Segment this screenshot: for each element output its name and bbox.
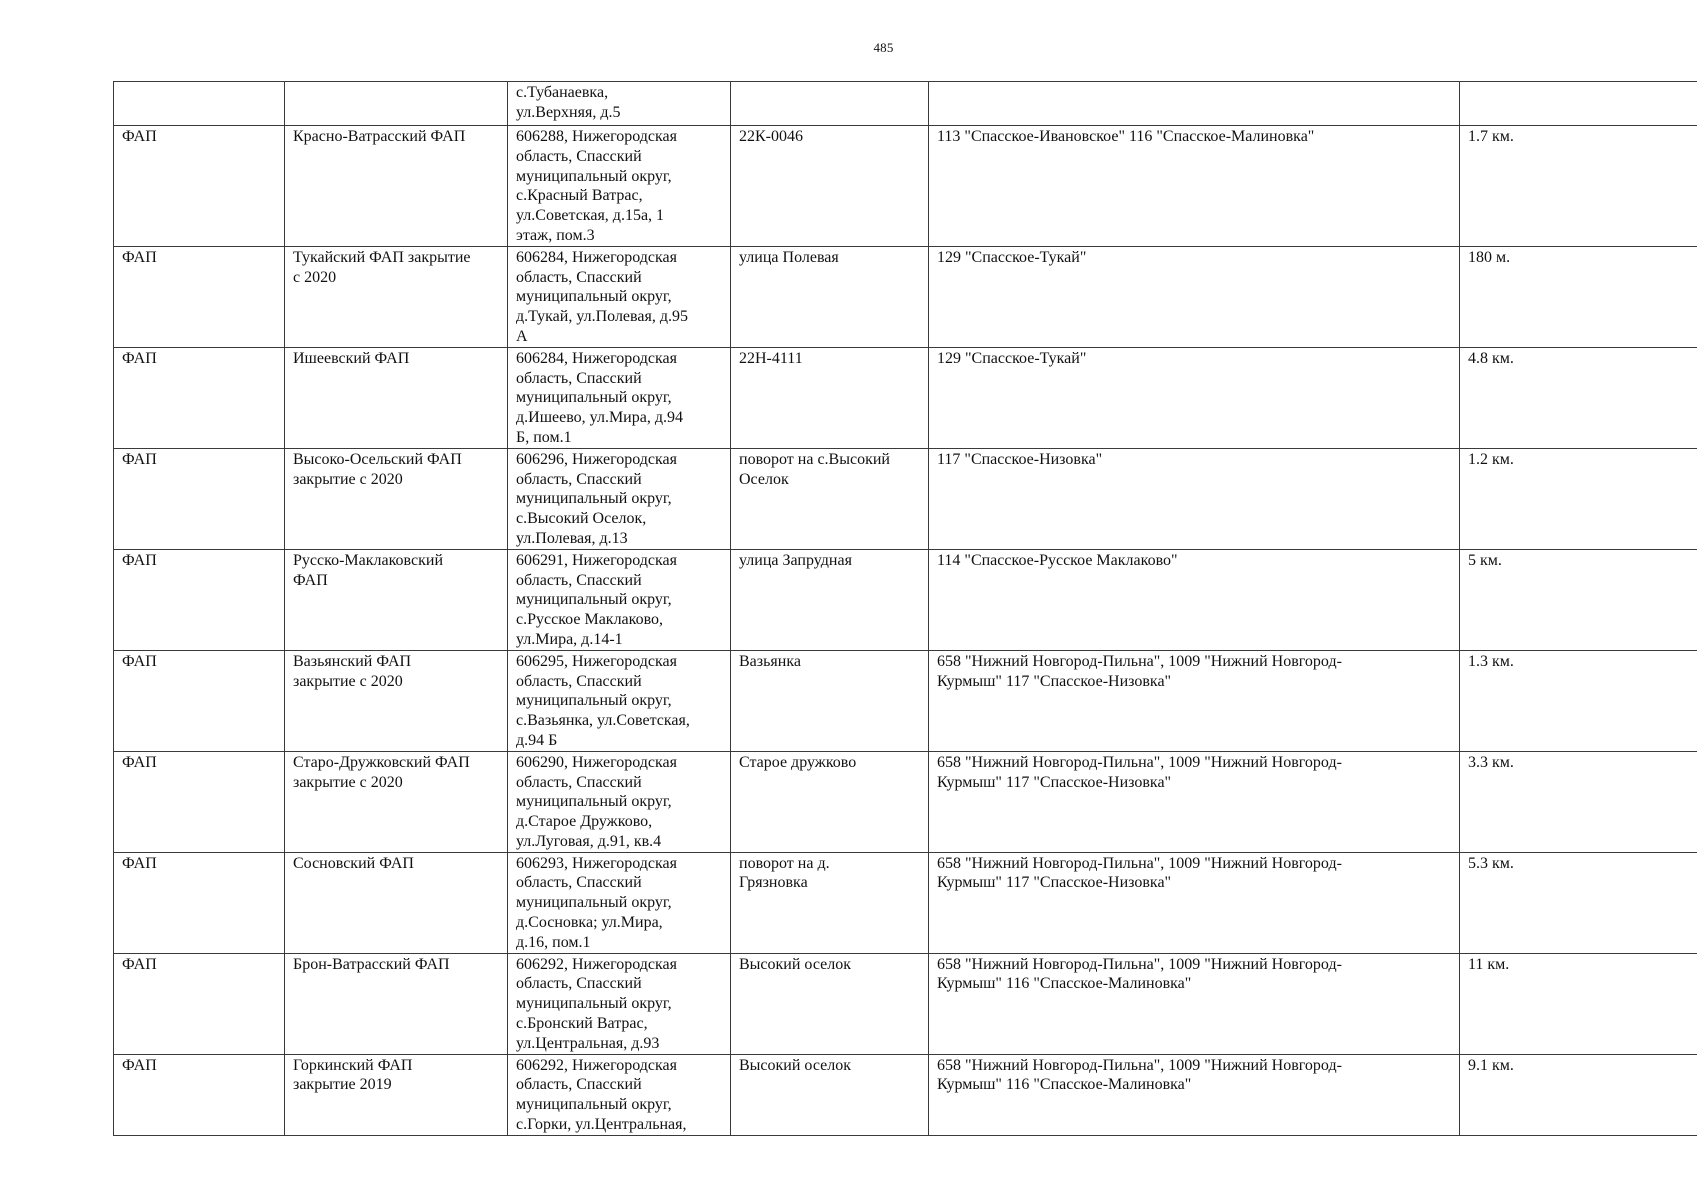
facility-name-line: Красно-Ватрасский ФАП xyxy=(293,128,466,145)
road-line: Вазьянка xyxy=(739,652,801,670)
road-cell xyxy=(731,751,929,852)
facility-name-cell xyxy=(285,1054,508,1135)
facility-table-body xyxy=(114,82,1697,1136)
facility-address-line: область, Спасский xyxy=(516,773,642,791)
facility-address-line: д.Сосновка; ул.Мира, xyxy=(516,914,663,932)
facility-name-line: Старо-Дружковский ФАП xyxy=(293,753,470,771)
route-cell xyxy=(929,650,1460,751)
route-line: Курмыш" 117 "Спасское-Низовка" xyxy=(937,773,1172,791)
table-row xyxy=(114,347,1697,448)
road-cell xyxy=(731,1054,929,1135)
route-line: Курмыш" 116 "Спасское-Малиновка" xyxy=(937,975,1192,993)
facility-address-line: с.Тубанаевка, xyxy=(516,84,609,101)
road-line: улица Запрудная xyxy=(739,551,852,569)
facility-name-line: закрытие с 2020 xyxy=(293,773,403,791)
facility-address-line: д.Тукай, ул.Полевая, д.95 xyxy=(516,308,688,326)
route-line: Курмыш" 117 "Спасское-Низовка" xyxy=(937,672,1172,690)
facility-type-cell: ФАП xyxy=(114,347,285,448)
facility-address-line: 606290, Нижегородская xyxy=(516,753,677,771)
distance-cell: 1.7 км. xyxy=(1460,126,1697,247)
distance-cell: 4.8 км. xyxy=(1460,347,1697,448)
road-line: 22К-0046 xyxy=(739,128,803,145)
road-cell xyxy=(731,82,929,126)
table-row xyxy=(114,953,1697,1054)
facility-address-line: 606293, Нижегородская xyxy=(516,854,677,872)
facility-address-line: область, Спасский xyxy=(516,1076,642,1094)
road-line: Старое дружково xyxy=(739,753,857,771)
facility-address-line: 606292, Нижегородская xyxy=(516,1056,677,1074)
facility-address-line: область, Спасский xyxy=(516,571,642,589)
facility-address-line: ул.Полевая, д.13 xyxy=(516,529,628,547)
facility-address-cell xyxy=(508,953,731,1054)
table-row xyxy=(114,549,1697,650)
table-row xyxy=(114,126,1697,247)
route-line: 114 "Спасское-Русское Маклаково" xyxy=(937,551,1178,569)
road-line: улица Полевая xyxy=(739,248,839,266)
facility-type-cell: ФАП xyxy=(114,751,285,852)
road-cell xyxy=(731,347,929,448)
facility-address-cell xyxy=(508,246,731,347)
road-line: поворот на д. xyxy=(739,854,830,872)
facility-name-line: с 2020 xyxy=(293,268,337,286)
road-cell xyxy=(731,852,929,953)
distance-cell: 11 км. xyxy=(1460,953,1697,1054)
facility-address-line: д.16, пом.1 xyxy=(516,933,591,951)
facility-name-line: закрытие 2019 xyxy=(293,1076,392,1094)
facility-address-cell xyxy=(508,852,731,953)
route-line: 658 "Нижний Новгород-Пильна", 1009 "Нижний Новгород- xyxy=(937,955,1342,973)
facility-name-cell xyxy=(285,953,508,1054)
facility-address-line: область, Спасский xyxy=(516,369,642,387)
facility-address-line: д.Старое Дружково, xyxy=(516,813,653,831)
route-cell xyxy=(929,852,1460,953)
distance-cell: 3.3 км. xyxy=(1460,751,1697,852)
route-line: 658 "Нижний Новгород-Пильна", 1009 "Нижний Новгород- xyxy=(937,753,1342,771)
facility-address-line: муниципальный округ, xyxy=(516,894,672,912)
facility-address-line: 606292, Нижегородская xyxy=(516,955,677,973)
route-cell xyxy=(929,1054,1460,1135)
distance-cell: 180 м. xyxy=(1460,246,1697,347)
facility-address-cell xyxy=(508,448,731,549)
table-row xyxy=(114,650,1697,751)
route-line: 129 "Спасское-Тукай" xyxy=(937,349,1087,367)
distance-cell: 1.3 км. xyxy=(1460,650,1697,751)
facility-address-cell xyxy=(508,126,731,247)
facility-address-line: муниципальный округ, xyxy=(516,1096,672,1114)
road-cell xyxy=(731,549,929,650)
route-cell xyxy=(929,82,1460,126)
facility-address-line: с.Красный Ватрас, xyxy=(516,187,643,205)
page-number: 485 xyxy=(873,40,894,55)
facility-name-cell xyxy=(285,246,508,347)
facility-type-cell: ФАП xyxy=(114,448,285,549)
facility-address-cell xyxy=(508,1054,731,1135)
facility-address-line: с.Горки, ул.Центральная, xyxy=(516,1116,687,1134)
facility-address-cell xyxy=(508,650,731,751)
facility-address-line: 606295, Нижегородская xyxy=(516,652,677,670)
facility-address-line: муниципальный округ, xyxy=(516,995,672,1013)
facility-name-cell xyxy=(285,82,508,126)
facility-address-line: муниципальный округ, xyxy=(516,692,672,710)
facility-type-cell: ФАП xyxy=(114,549,285,650)
facility-address-line: 606284, Нижегородская xyxy=(516,349,677,367)
route-line: Курмыш" 117 "Спасское-Низовка" xyxy=(937,874,1172,892)
facility-address-line: муниципальный округ, xyxy=(516,490,672,508)
facility-address-line: область, Спасский xyxy=(516,874,642,892)
road-cell xyxy=(731,246,929,347)
table-row xyxy=(114,246,1697,347)
facility-address-cell xyxy=(508,347,731,448)
facility-address-cell xyxy=(508,549,731,650)
route-cell xyxy=(929,751,1460,852)
route-line: 658 "Нижний Новгород-Пильна", 1009 "Нижний Новгород- xyxy=(937,1056,1342,1074)
table-row xyxy=(114,852,1697,953)
facility-name-line: Горкинский ФАП xyxy=(293,1056,413,1074)
facility-type-cell: ФАП xyxy=(114,650,285,751)
route-line: 113 "Спасское-Ивановское" 116 "Спасское-Малиновка" xyxy=(937,128,1315,145)
facility-name-line: Вазьянский ФАП xyxy=(293,652,412,670)
facility-address-line: область, Спасский xyxy=(516,147,642,165)
facility-type-cell xyxy=(114,82,285,126)
facility-name-line: закрытие с 2020 xyxy=(293,672,403,690)
facility-type-cell: ФАП xyxy=(114,852,285,953)
facility-address-line: муниципальный округ, xyxy=(516,288,672,306)
route-cell xyxy=(929,448,1460,549)
route-line: 129 "Спасское-Тукай" xyxy=(937,248,1087,266)
facility-address-line: 606284, Нижегородская xyxy=(516,248,677,266)
facility-name-line: Высоко-Осельский ФАП xyxy=(293,450,462,468)
facility-address-line: область, Спасский xyxy=(516,975,642,993)
distance-cell xyxy=(1460,82,1697,126)
facility-address-line: д.Ишеево, ул.Мира, д.94 xyxy=(516,409,683,427)
facility-address-line: с.Бронский Ватрас, xyxy=(516,1015,648,1033)
facility-name-cell xyxy=(285,852,508,953)
facility-address-line: ул.Советская, д.15а, 1 xyxy=(516,207,665,225)
facility-address-line: область, Спасский xyxy=(516,268,642,286)
facility-address-line: муниципальный округ, xyxy=(516,591,672,609)
facility-name-cell xyxy=(285,751,508,852)
facility-address-line: 606288, Нижегородская xyxy=(516,128,677,145)
facility-address-line: д.94 Б xyxy=(516,731,558,749)
facility-address-line: этаж, пом.3 xyxy=(516,226,595,244)
facility-name-line: Русско-Маклаковский xyxy=(293,551,443,569)
route-cell xyxy=(929,347,1460,448)
facility-name-cell xyxy=(285,549,508,650)
road-cell xyxy=(731,650,929,751)
table-row xyxy=(114,1054,1697,1135)
facility-address-line: ул.Мира, д.14-1 xyxy=(516,630,623,648)
facility-name-line: Тукайский ФАП закрытие xyxy=(293,248,471,266)
facility-type-cell: ФАП xyxy=(114,246,285,347)
facility-address-line: с.Высокий Оселок, xyxy=(516,510,647,528)
table-row xyxy=(114,448,1697,549)
facility-address-line: ул.Луговая, д.91, кв.4 xyxy=(516,832,662,850)
facility-address-line: Б, пом.1 xyxy=(516,428,572,446)
road-line: Высокий оселок xyxy=(739,1056,851,1074)
facility-type-cell: ФАП xyxy=(114,1054,285,1135)
facility-name-line: Сосновский ФАП xyxy=(293,854,414,872)
facility-address-cell xyxy=(508,751,731,852)
facility-address-line: с.Вазьянка, ул.Советская, xyxy=(516,712,690,730)
route-cell xyxy=(929,126,1460,247)
facility-address-cell xyxy=(508,82,731,126)
facility-type-cell: ФАП xyxy=(114,126,285,247)
table-row xyxy=(114,82,1697,126)
facility-name-line: ФАП xyxy=(293,571,328,589)
facility-address-line: муниципальный округ, xyxy=(516,793,672,811)
route-line: 658 "Нижний Новгород-Пильна", 1009 "Нижний Новгород- xyxy=(937,854,1342,872)
facility-name-line: закрытие с 2020 xyxy=(293,470,403,488)
facility-name-cell xyxy=(285,126,508,247)
distance-cell: 9.1 км. xyxy=(1460,1054,1697,1135)
route-line: Курмыш" 116 "Спасское-Малиновка" xyxy=(937,1076,1192,1094)
facility-address-line: ул.Верхняя, д.5 xyxy=(516,103,621,121)
road-line: Оселок xyxy=(739,470,789,488)
road-line: поворот на с.Высокий xyxy=(739,450,890,468)
facility-name-cell xyxy=(285,650,508,751)
facility-address-line: 606291, Нижегородская xyxy=(516,551,677,569)
route-cell xyxy=(929,246,1460,347)
road-line: Высокий оселок xyxy=(739,955,851,973)
distance-cell: 5.3 км. xyxy=(1460,852,1697,953)
route-cell xyxy=(929,953,1460,1054)
route-line: 658 "Нижний Новгород-Пильна", 1009 "Нижний Новгород- xyxy=(937,652,1342,670)
facility-address-line: ул.Центральная, д.93 xyxy=(516,1034,660,1052)
distance-cell: 5 км. xyxy=(1460,549,1697,650)
facility-address-line: муниципальный округ, xyxy=(516,389,672,407)
facility-name-cell xyxy=(285,347,508,448)
road-line: 22Н-4111 xyxy=(739,349,803,367)
facility-address-line: область, Спасский xyxy=(516,470,642,488)
facility-address-line: муниципальный округ, xyxy=(516,167,672,185)
facility-address-line: А xyxy=(516,327,528,345)
road-cell xyxy=(731,953,929,1054)
route-cell xyxy=(929,549,1460,650)
road-cell xyxy=(731,126,929,247)
facility-type-cell: ФАП xyxy=(114,953,285,1054)
facility-table xyxy=(113,81,1697,1136)
road-line: Грязновка xyxy=(739,874,808,892)
facility-name-cell xyxy=(285,448,508,549)
facility-address-line: 606296, Нижегородская xyxy=(516,450,677,468)
route-line: 117 "Спасское-Низовка" xyxy=(937,450,1103,468)
facility-address-line: с.Русское Маклаково, xyxy=(516,611,664,629)
facility-name-line: Ишеевский ФАП xyxy=(293,349,410,367)
facility-address-line: область, Спасский xyxy=(516,672,642,690)
table-row xyxy=(114,751,1697,852)
facility-name-line: Брон-Ватрасский ФАП xyxy=(293,955,450,973)
road-cell xyxy=(731,448,929,549)
distance-cell: 1.2 км. xyxy=(1460,448,1697,549)
